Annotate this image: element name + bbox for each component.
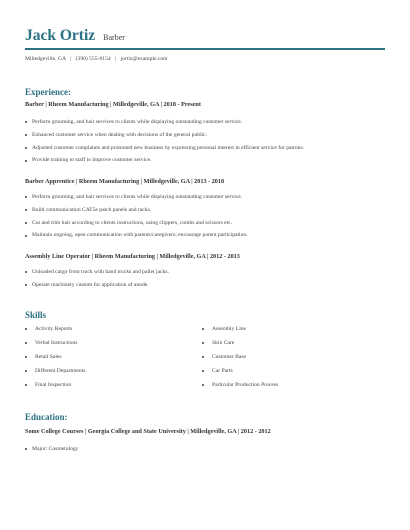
education-section-title: Education:: [25, 412, 68, 422]
skill-item: Verbal Instructions: [25, 340, 185, 354]
list-item: Provide training to staff to improve customer service.: [25, 157, 385, 170]
job-bullet-list: [25, 119, 385, 170]
job-heading: Assembly Line Operator | Rheem Manufacturing | Milledgeville, GA | 2012 - 2013: [25, 253, 240, 260]
header-divider: [25, 48, 385, 50]
skill-item: Assembly Line: [202, 326, 362, 340]
contact-separator: |: [70, 56, 72, 62]
list-item: Adjusted customer complaints and promoted new business by expressing personal interest in efficient service for patrons.: [25, 145, 385, 158]
list-item: Unloaded cargo from truck with hand trucks and pallet jacks.: [25, 269, 385, 282]
list-item: Perform grooming, and hair services to clients while displaying outstanding customer service.: [25, 194, 385, 207]
skill-item: Activity Reports: [25, 326, 185, 340]
skills-section-title: Skills: [25, 310, 47, 320]
job-heading: Barber | Rheem Manufacturing | Milledgeville, GA | 2018 - Present: [25, 101, 201, 108]
skill-item: Skin Care: [202, 340, 362, 354]
skill-item: Car Parts: [202, 368, 362, 382]
list-item: Perform grooming, and hair services to clients while displaying outstanding customer service.: [25, 119, 385, 132]
contact-location: Milledgeville, GA: [25, 56, 66, 62]
education-heading: Some College Courses | Georgia College and State University | Milledgeville, GA | 2012 - 2012: [25, 428, 271, 435]
job-heading: Barber Apprentice | Rheem Manufacturing | Milledgeville, GA | 2013 - 2018: [25, 178, 225, 185]
candidate-name: Jack Ortiz: [25, 27, 96, 44]
skills-list-left: [25, 326, 185, 396]
list-item: Cut and trim hair according to clients instructions, using clippers, combs and scissors etc.: [25, 220, 385, 233]
list-item: Operate machinery custom for application of anode.: [25, 282, 385, 295]
list-item: Major: Cosmetology: [25, 446, 385, 459]
contact-email[interactable]: jortiz@example.com: [120, 56, 168, 62]
education-bullet-list: [25, 446, 385, 459]
contact-line: [25, 56, 168, 62]
list-item: Build communication CAT5e patch panels and racks.: [25, 207, 385, 220]
contact-phone: (390) 555-8154: [75, 56, 111, 62]
list-item: Maintain ongoing, open communication with parents/caregivers; encourage parent participation.: [25, 232, 385, 245]
resume-header: [25, 27, 385, 45]
contact-separator: |: [115, 56, 117, 62]
job-bullet-list: [25, 269, 385, 295]
job-bullet-list: [25, 194, 385, 245]
skills-list-right: [202, 326, 362, 396]
list-item: Enhanced customer service when dealing with decisions of the general public.: [25, 132, 385, 145]
skill-item: Different Departments: [25, 368, 185, 382]
skill-item: Final Inspection: [25, 382, 185, 396]
candidate-job-title: Barber: [103, 33, 125, 42]
skill-item: Customer Base: [202, 354, 362, 368]
skill-item: Retail Sales: [25, 354, 185, 368]
experience-section-title: Experience:: [25, 87, 71, 97]
skill-item: Particular Production Process: [202, 382, 362, 396]
